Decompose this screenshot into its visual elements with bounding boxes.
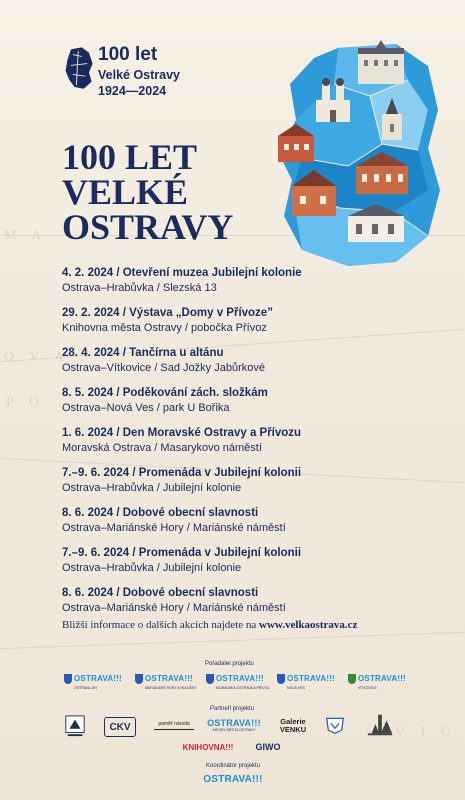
event-title: 8. 5. 2024 / Poděkování zách. složkám bbox=[62, 387, 268, 399]
event-place: Ostrava–Nová Ves / park U Bořika bbox=[62, 402, 230, 414]
info-text bbox=[62, 619, 357, 631]
crest-icon bbox=[348, 674, 356, 684]
organizer-label: Pořadatel projektu bbox=[205, 661, 254, 667]
partner-logo-ckv: CKV bbox=[104, 717, 136, 737]
event-title: 8. 6. 2024 / Dobové obecní slavnosti bbox=[62, 507, 259, 519]
logo-years: 1924—2024 bbox=[98, 84, 167, 98]
event-item bbox=[62, 466, 442, 506]
event-item bbox=[62, 546, 442, 586]
event-title: 7.–9. 6. 2024 / Promenáda v Jubilejní kolonii bbox=[62, 547, 302, 559]
event-place: Moravská Ostrava / Masarykovo náměstí bbox=[62, 442, 262, 454]
event-item bbox=[62, 266, 442, 306]
info-label: Bližší informace o dalších akcích najdete na bbox=[62, 619, 260, 631]
event-place: Ostrava–Mariánské Hory / Mariánské náměstí bbox=[62, 522, 286, 534]
event-item bbox=[62, 426, 442, 466]
crest-icon bbox=[206, 674, 214, 684]
event-place: Ostrava–Vítkovice / Sad Jožky Jabůrkové bbox=[62, 362, 265, 374]
partner-badge-icon bbox=[325, 714, 345, 736]
organizer-logo: OSTRAVA!!! MARIÁNSKÉ HORY A HULVÁKY bbox=[135, 672, 197, 686]
headline-line: 100 LET bbox=[62, 137, 198, 177]
partner-logo-giwo: GIWO bbox=[255, 742, 281, 752]
organizer-logo: OSTRAVA!!! MORAVSKÁ OSTRAVA A PŘÍVOZ bbox=[206, 672, 270, 686]
district-map-illustration bbox=[278, 40, 443, 270]
page-title bbox=[62, 137, 234, 247]
event-item bbox=[62, 346, 442, 386]
website-link[interactable]: www.velkaostrava.cz bbox=[259, 619, 358, 631]
partner-logo-ostrava-archiv: OSTRAVA!!! ARCHIV MĚSTA OSTRAVY bbox=[207, 718, 261, 732]
map-lettering: P O bbox=[6, 395, 45, 410]
partner-tower-icon bbox=[366, 712, 394, 738]
partner-logo-pamet-naroda: paměť národa bbox=[152, 716, 196, 734]
crest-icon bbox=[277, 674, 285, 684]
event-item bbox=[62, 506, 442, 546]
event-title: 4. 2. 2024 / Otevření muzea Jubilejní kolonie bbox=[62, 267, 302, 279]
headline-line: OSTRAVY bbox=[62, 207, 234, 247]
event-title: 28. 4. 2024 / Tančírna u altánu bbox=[62, 347, 224, 359]
map-line bbox=[0, 632, 465, 649]
event-title: 8. 6. 2024 / Dobové obecní slavnosti bbox=[62, 587, 259, 599]
organizer-logo: OSTRAVA!!! NOVÁ VES bbox=[277, 672, 335, 686]
partner-label: Partneři projektu bbox=[210, 706, 255, 712]
partner-logo-galerie-venku: Galerie VENKU bbox=[279, 717, 307, 734]
logo-subtitle: Velké Ostravy bbox=[98, 68, 181, 82]
organizer-logo: OSTRAVA!!! VÍTKOVICE bbox=[348, 672, 406, 686]
event-place: Ostrava–Mariánské Hory / Mariánské náměstí bbox=[62, 602, 286, 614]
event-place: Knihovna města Ostravy / pobočka Přívoz bbox=[62, 322, 267, 334]
logo-title: 100 let bbox=[98, 44, 158, 65]
coordinator-label: Koordinátor projektu bbox=[206, 763, 261, 769]
crest-icon bbox=[64, 674, 72, 684]
event-title: 29. 2. 2024 / Výstava „Domy v Přívoze” bbox=[62, 307, 273, 319]
event-place: Ostrava–Hrabůvka / Jubilejní kolonie bbox=[62, 482, 242, 494]
map-lettering: M A bbox=[4, 228, 48, 243]
event-item bbox=[62, 306, 442, 346]
ostrava-map-logo-icon bbox=[62, 45, 98, 93]
headline-line: VELKÉ bbox=[62, 172, 189, 212]
event-place: Ostrava–Hrabůvka / Jubilejní kolonie bbox=[62, 562, 242, 574]
crest-icon bbox=[135, 674, 143, 684]
event-place: Ostrava–Hrabůvka / Slezská 13 bbox=[62, 282, 217, 294]
partner-emblem-icon bbox=[64, 714, 86, 738]
event-title: 7.–9. 6. 2024 / Promenáda v Jubilejní kolonii bbox=[62, 467, 302, 479]
partner-logo-knihovna: KNIHOVNA!!! bbox=[182, 742, 234, 752]
map-lettering: V I C bbox=[395, 725, 456, 740]
organizer-logo: OSTRAVA!!! OSTRAVA-JIH bbox=[64, 672, 122, 686]
coordinator-logo: OSTRAVA!!! bbox=[203, 773, 263, 785]
event-item bbox=[62, 386, 442, 426]
event-title: 1. 6. 2024 / Den Moravské Ostravy a Přívozu bbox=[62, 427, 302, 439]
map-lettering: O V A bbox=[4, 350, 71, 365]
event-list bbox=[62, 266, 442, 626]
